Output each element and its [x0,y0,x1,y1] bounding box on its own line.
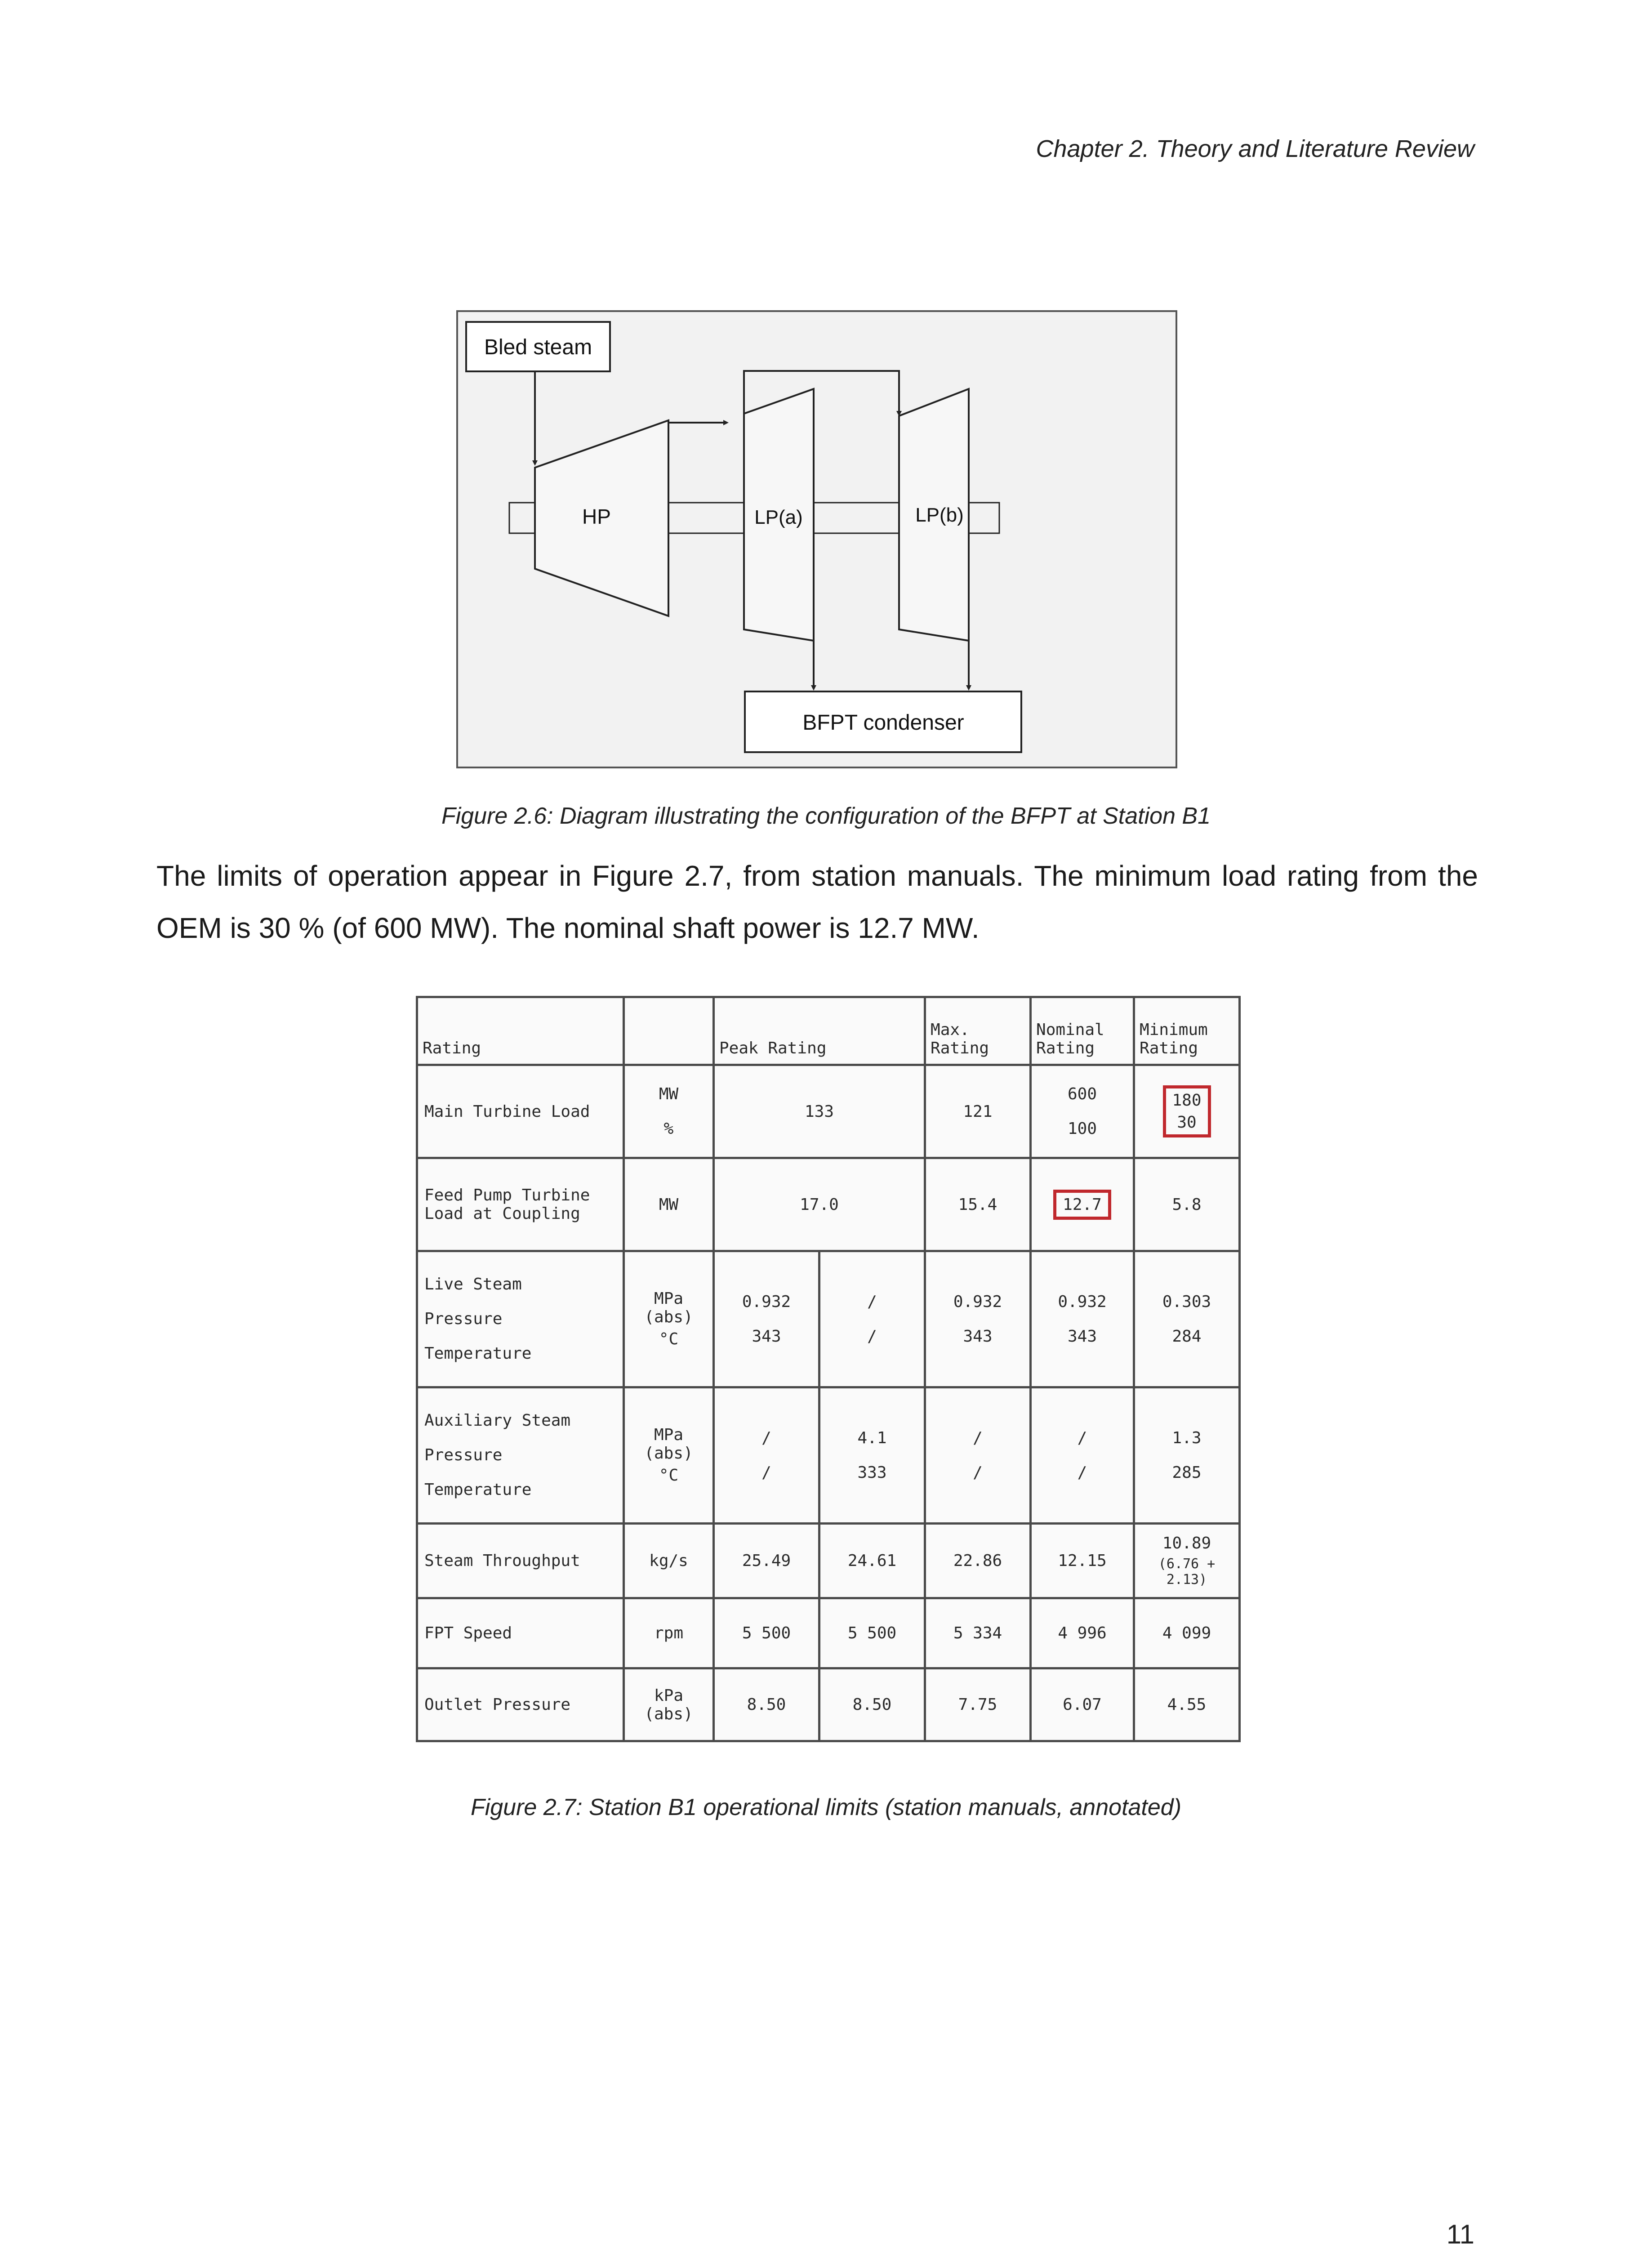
live-steam-label: Live Steam Pressure Temperature [417,1251,624,1387]
header-minimum-rating: Minimum Rating [1134,997,1240,1065]
highlight-box-minimum-load: 180 30 [1163,1085,1211,1137]
main-turbine-peak: 133 [714,1065,925,1158]
figure-2-6-caption: Figure 2.6: Diagram illustrating the configuration of the BFPT at Station B1 [441,803,1211,829]
main-turbine-label: Main Turbine Load [417,1065,624,1158]
table-row: FPT Speed rpm 5 500 5 500 5 334 4 996 4 099 [417,1598,1240,1668]
table-row: Steam Throughput kg/s 25.49 24.61 22.86 12.15 10.89 (6.76 + 2.13) [417,1523,1240,1598]
table-row: Auxiliary Steam Pressure Temperature MPa (abs) °C / / 4.1 333 / / / / 1.3 285 [417,1387,1240,1523]
lp-b-label: LP(b) [915,504,964,526]
bfpt-configuration-diagram [456,310,1178,769]
bfpt-condenser-label: BFPT condenser [802,711,964,735]
operational-limits-figure [416,996,1238,1742]
header-nominal-rating: Nominal Rating [1031,997,1134,1065]
table-header-row [417,997,1240,1065]
feed-pump-nominal [1031,1158,1134,1251]
body-paragraph: The limits of operation appear in Figure 2.7, from station manuals. The minimum load rating from the OEM is 30 % (of 600 MW). The nominal shaft power is 12.7 MW. [156,860,1478,944]
throughput-label: Steam Throughput [417,1523,624,1598]
aux-steam-label: Auxiliary Steam Pressure Temperature [417,1387,624,1523]
figure-2-7-caption: Figure 2.7: Station B1 operational limits (station manuals, annotated) [470,1794,1182,1820]
table-row: Main Turbine Load MW % 133 121 600 100 180 30 [417,1065,1240,1158]
feed-pump-max: 15.4 [925,1158,1031,1251]
main-turbine-minimum [1134,1065,1240,1158]
main-turbine-max: 121 [925,1065,1031,1158]
page-number: 11 [1446,2219,1474,2248]
hp-label: HP [582,505,611,528]
main-turbine-nominal: 600 100 [1031,1065,1134,1158]
table-row: Live Steam Pressure Temperature MPa (abs) °C 0.932 343 / / 0.932 343 0.932 343 0.303 284 [417,1251,1240,1387]
lp-a-label: LP(a) [754,506,803,528]
feed-pump-peak: 17.0 [714,1158,925,1251]
fpt-speed-label: FPT Speed [417,1598,624,1668]
highlight-box-nominal-power: 12.7 [1053,1190,1111,1220]
feed-pump-label: Feed Pump Turbine Load at Coupling [417,1158,624,1251]
operational-limits-table [416,996,1241,1742]
table-row: Feed Pump Turbine Load at Coupling MW 17.0 15.4 12.7 5.8 [417,1158,1240,1251]
bled-steam-label: Bled steam [484,335,592,359]
running-header: Chapter 2. Theory and Literature Review [1036,135,1474,162]
table-row: Outlet Pressure kPa (abs) 8.50 8.50 7.75 6.07 4.55 [417,1668,1240,1741]
header-max-rating: Max. Rating [925,997,1031,1065]
feed-pump-minimum: 5.8 [1134,1158,1240,1251]
header-rating: Rating [417,997,624,1065]
outlet-pressure-label: Outlet Pressure [417,1668,624,1741]
header-peak-rating: Peak Rating [714,997,925,1065]
